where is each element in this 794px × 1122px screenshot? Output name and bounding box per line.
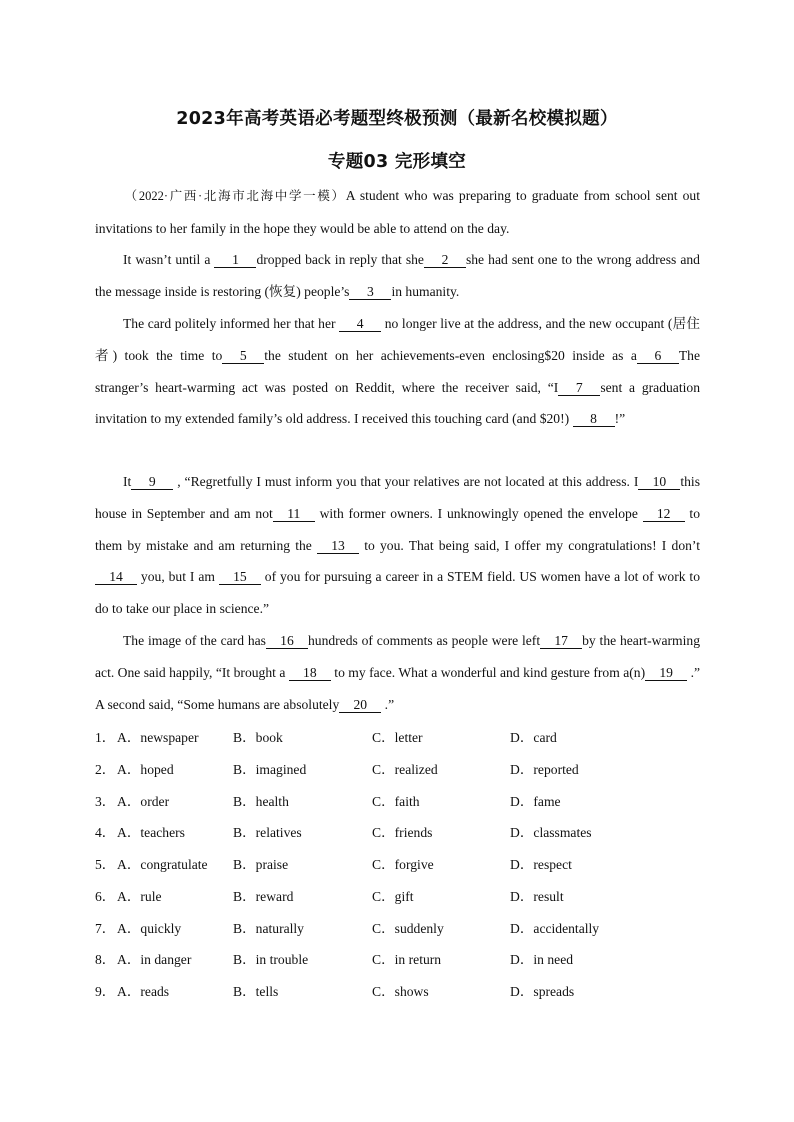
question-number: 7． (95, 920, 116, 936)
blank-14: 14 (95, 569, 137, 585)
passage-paragraph-2 (95, 244, 700, 308)
paragraph-text: A student who was preparing to graduate from school sent out invitations to her family in the hope they would be able to attend on the day. (95, 188, 701, 236)
blank-5: 5 (222, 348, 264, 364)
paragraph-text: .” A second said, “Some humans are absolutely (95, 664, 701, 712)
option-d: D．card (510, 730, 557, 745)
option-row (95, 722, 715, 754)
option-c: C．in return (372, 952, 442, 968)
paragraph-text: It (123, 474, 132, 489)
option-a: A．order (117, 793, 170, 809)
option-a: A．newspaper (117, 730, 199, 745)
option-d: D．accidentally (510, 920, 600, 936)
blank-8: 8 (573, 411, 615, 427)
paragraph-text: The stranger’s heart-warming act was posted on Reddit, where the receiver said, “I (95, 347, 700, 395)
option-d: D．result (510, 888, 564, 904)
source-note: （2022·广西·北海市北海中学一模） (123, 189, 346, 203)
blank-12: 12 (643, 506, 685, 522)
option-d: D．classmates (510, 825, 592, 841)
paragraph-text: !” (614, 411, 626, 427)
option-c: C．realized (372, 761, 438, 777)
paragraph-text: to them by mistake and am returning the (95, 505, 700, 553)
option-c: C．suddenly (372, 920, 444, 936)
question-number: 3． (95, 793, 116, 809)
option-c: C．letter (372, 730, 423, 745)
passage-paragraph-3 (95, 308, 700, 435)
paragraph-text: this house in September and am not (95, 474, 700, 521)
paragraph-text: hundreds of comments as people were left (307, 633, 541, 648)
paragraph-text: by the heart-warming act. One said happily, “It brought a (95, 633, 700, 680)
blank-1: 1 (214, 252, 256, 268)
option-d: D．in need (510, 952, 574, 968)
paragraph-text: sent a graduation invitation to my extended family’s old address. I received this touching card (and $20!) (95, 379, 700, 427)
option-c: C．faith (372, 793, 420, 809)
blank-17: 17 (540, 633, 582, 649)
paragraph-text: The image of the card has (123, 633, 266, 648)
page-title: 2023年高考英语必考题型终极预测（最新名校模拟题） (176, 109, 618, 129)
blank-11: 11 (273, 506, 315, 522)
option-c: C．forgive (372, 857, 434, 872)
paragraph-text: you, but I am (140, 569, 215, 585)
option-a: A．quickly (117, 920, 182, 936)
question-number: 8． (95, 952, 116, 968)
option-a: A．congratulate (117, 857, 208, 872)
option-row (95, 976, 715, 1008)
options-list (95, 722, 715, 1008)
blank-6: 6 (637, 348, 679, 364)
option-b: B．book (233, 730, 283, 745)
option-row (95, 849, 715, 881)
question-number: 1． (95, 730, 116, 745)
blank-18: 18 (289, 665, 331, 681)
option-b: B．in trouble (233, 952, 309, 968)
passage-paragraph-1 (95, 180, 700, 245)
option-row (95, 754, 715, 786)
paragraph-text: to you. That being said, I offer my congratulations! I don’t (364, 537, 700, 553)
option-a: A．teachers (117, 825, 185, 841)
option-row (95, 817, 715, 849)
paragraph-text: the student on her achievements-even enclosing$20 inside as a (264, 347, 637, 363)
question-number: 2． (95, 761, 116, 777)
option-d: D．reported (510, 761, 579, 777)
paragraph-text: with former owners. I unknowingly opened the envelope (319, 505, 638, 521)
option-a: A．in danger (117, 952, 192, 968)
paragraph-text: in humanity. (391, 283, 460, 299)
paragraph-text: to my face. What a wonderful and kind gesture from a(n) (334, 664, 646, 680)
blank-13: 13 (317, 538, 359, 554)
blank-15: 15 (219, 569, 261, 585)
option-a: A．hoped (117, 761, 174, 777)
blank-19: 19 (645, 665, 687, 681)
option-row (95, 786, 715, 818)
option-c: C．shows (372, 984, 429, 999)
option-c: C．friends (372, 825, 433, 841)
blank-9: 9 (131, 474, 173, 490)
passage-paragraph-5 (95, 625, 700, 720)
option-a: A．reads (117, 984, 170, 999)
paragraph-text: It wasn’t until a (123, 252, 211, 267)
blank-4: 4 (339, 316, 381, 332)
option-b: B．relatives (233, 825, 302, 841)
paragraph-text: dropped back in reply that she (256, 252, 424, 267)
option-row (95, 944, 715, 976)
option-row (95, 913, 715, 945)
option-b: B．tells (233, 984, 279, 999)
option-b: B．naturally (233, 920, 304, 936)
option-c: C．gift (372, 888, 414, 904)
option-d: D．spreads (510, 984, 575, 999)
option-row (95, 881, 715, 913)
paragraph-text: no longer live at the address, and the new occupant (居住者) took the time to (95, 316, 700, 363)
option-a: A．rule (117, 888, 162, 904)
blank-16: 16 (266, 633, 308, 649)
paragraph-text: The card politely informed her that her (123, 316, 336, 331)
option-d: D．respect (510, 857, 572, 872)
option-b: B．imagined (233, 761, 307, 777)
question-number: 6． (95, 888, 116, 904)
question-number: 9． (95, 984, 116, 999)
question-number: 5． (95, 857, 116, 872)
section-subtitle: 专题03 完形填空 (327, 152, 467, 172)
paragraph-text: , “Regretfully I must inform you that your relatives are not located at this address. I (177, 474, 639, 489)
blank-20: 20 (339, 697, 381, 713)
paragraph-text: .” (384, 696, 395, 712)
blank-7: 7 (558, 380, 600, 396)
passage-paragraph-4 (95, 466, 700, 625)
option-b: B．praise (233, 857, 289, 872)
blank-2: 2 (424, 252, 466, 268)
option-d: D．fame (510, 793, 561, 809)
question-number: 4． (95, 825, 116, 841)
paragraph-text: she had sent one to the wrong address and the message inside is restoring (恢复) people’s (95, 252, 700, 299)
blank-3: 3 (349, 284, 391, 300)
blank-10: 10 (638, 474, 680, 490)
option-b: B．reward (233, 888, 294, 904)
paragraph-text: of you for pursuing a career in a STEM field. US women have a lot of work to do to take our place in science.” (95, 569, 701, 617)
option-b: B．health (233, 793, 289, 809)
